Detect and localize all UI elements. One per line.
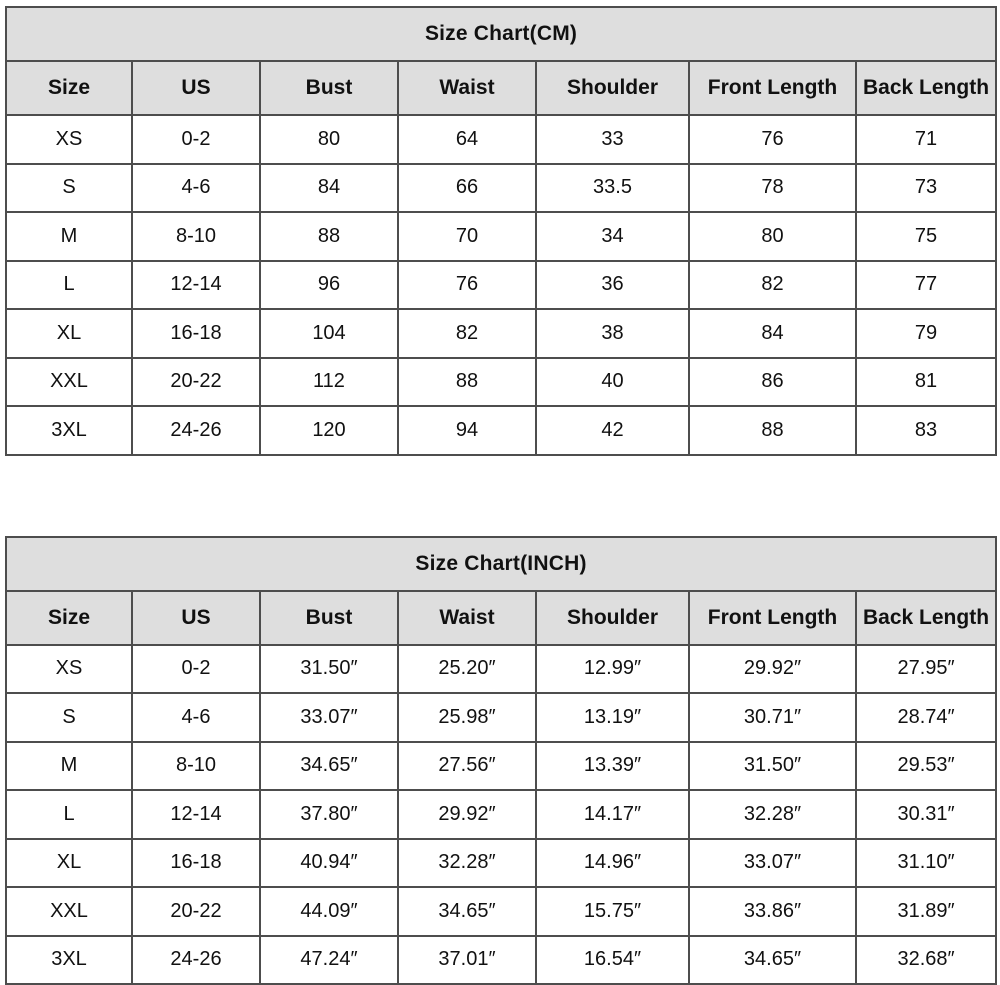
cell-us: 8-10 bbox=[132, 212, 260, 261]
table-row bbox=[6, 309, 996, 358]
cell-bust: 80 bbox=[260, 115, 398, 164]
cell-back-length: 30.31″ bbox=[856, 790, 996, 839]
cell-bust: 112 bbox=[260, 358, 398, 407]
cell-front-length: 84 bbox=[689, 309, 856, 358]
cell-size: S bbox=[6, 693, 132, 742]
cell-shoulder: 15.75″ bbox=[536, 887, 689, 936]
cell-waist: 94 bbox=[398, 406, 536, 455]
table-row bbox=[6, 261, 996, 310]
cell-us: 4-6 bbox=[132, 164, 260, 213]
cell-us: 0-2 bbox=[132, 645, 260, 694]
size-chart-inch-block bbox=[5, 536, 995, 985]
cell-front-length: 76 bbox=[689, 115, 856, 164]
cell-front-length: 88 bbox=[689, 406, 856, 455]
column-header-bust: Bust bbox=[260, 591, 398, 645]
cell-waist: 25.98″ bbox=[398, 693, 536, 742]
cell-shoulder: 42 bbox=[536, 406, 689, 455]
cell-front-length: 32.28″ bbox=[689, 790, 856, 839]
table-row bbox=[6, 790, 996, 839]
cell-back-length: 73 bbox=[856, 164, 996, 213]
cell-waist: 34.65″ bbox=[398, 887, 536, 936]
cell-front-length: 33.86″ bbox=[689, 887, 856, 936]
cell-shoulder: 40 bbox=[536, 358, 689, 407]
cell-bust: 84 bbox=[260, 164, 398, 213]
cell-us: 16-18 bbox=[132, 309, 260, 358]
cell-waist: 70 bbox=[398, 212, 536, 261]
column-header-front-length: Front Length bbox=[689, 61, 856, 115]
cell-waist: 88 bbox=[398, 358, 536, 407]
cell-back-length: 27.95″ bbox=[856, 645, 996, 694]
cell-front-length: 82 bbox=[689, 261, 856, 310]
cell-waist: 64 bbox=[398, 115, 536, 164]
cell-back-length: 71 bbox=[856, 115, 996, 164]
cell-us: 4-6 bbox=[132, 693, 260, 742]
cell-back-length: 31.10″ bbox=[856, 839, 996, 888]
cell-bust: 31.50″ bbox=[260, 645, 398, 694]
size-chart-cm-tbody bbox=[6, 115, 996, 455]
cell-front-length: 78 bbox=[689, 164, 856, 213]
cell-front-length: 31.50″ bbox=[689, 742, 856, 791]
table-row bbox=[6, 115, 996, 164]
cell-us: 12-14 bbox=[132, 261, 260, 310]
size-chart-inch-tbody bbox=[6, 645, 996, 985]
column-header-size: Size bbox=[6, 591, 132, 645]
column-header-us: US bbox=[132, 591, 260, 645]
column-header-size: Size bbox=[6, 61, 132, 115]
cell-size: XL bbox=[6, 839, 132, 888]
size-chart-cm-thead bbox=[6, 7, 996, 115]
cell-waist: 37.01″ bbox=[398, 936, 536, 985]
cell-waist: 25.20″ bbox=[398, 645, 536, 694]
cell-shoulder: 13.19″ bbox=[536, 693, 689, 742]
cell-size: XXL bbox=[6, 887, 132, 936]
table-row bbox=[6, 742, 996, 791]
cell-us: 16-18 bbox=[132, 839, 260, 888]
cell-shoulder: 34 bbox=[536, 212, 689, 261]
cell-size: S bbox=[6, 164, 132, 213]
cell-us: 20-22 bbox=[132, 887, 260, 936]
cell-bust: 40.94″ bbox=[260, 839, 398, 888]
size-chart-cm-block bbox=[5, 0, 995, 456]
cell-front-length: 80 bbox=[689, 212, 856, 261]
cell-size: L bbox=[6, 261, 132, 310]
size-chart-inch-title-row bbox=[6, 537, 996, 591]
cell-bust: 37.80″ bbox=[260, 790, 398, 839]
cell-size: XS bbox=[6, 115, 132, 164]
size-chart-cm-header-row bbox=[6, 61, 996, 115]
size-chart-inch-thead bbox=[6, 537, 996, 645]
cell-back-length: 81 bbox=[856, 358, 996, 407]
size-chart-inch-table bbox=[5, 536, 997, 985]
cell-back-length: 31.89″ bbox=[856, 887, 996, 936]
cell-bust: 96 bbox=[260, 261, 398, 310]
cell-back-length: 79 bbox=[856, 309, 996, 358]
cell-bust: 33.07″ bbox=[260, 693, 398, 742]
table-row bbox=[6, 645, 996, 694]
cell-shoulder: 33 bbox=[536, 115, 689, 164]
column-header-bust: Bust bbox=[260, 61, 398, 115]
cell-shoulder: 12.99″ bbox=[536, 645, 689, 694]
cell-size: M bbox=[6, 212, 132, 261]
table-row bbox=[6, 887, 996, 936]
cell-shoulder: 16.54″ bbox=[536, 936, 689, 985]
cell-bust: 104 bbox=[260, 309, 398, 358]
cell-back-length: 32.68″ bbox=[856, 936, 996, 985]
cell-bust: 44.09″ bbox=[260, 887, 398, 936]
table-row bbox=[6, 212, 996, 261]
cell-shoulder: 14.96″ bbox=[536, 839, 689, 888]
cell-us: 0-2 bbox=[132, 115, 260, 164]
cell-us: 24-26 bbox=[132, 936, 260, 985]
cell-front-length: 33.07″ bbox=[689, 839, 856, 888]
cell-size: L bbox=[6, 790, 132, 839]
cell-front-length: 30.71″ bbox=[689, 693, 856, 742]
cell-size: 3XL bbox=[6, 406, 132, 455]
cell-shoulder: 33.5 bbox=[536, 164, 689, 213]
cell-size: XS bbox=[6, 645, 132, 694]
cell-us: 20-22 bbox=[132, 358, 260, 407]
table-row bbox=[6, 406, 996, 455]
cell-size: M bbox=[6, 742, 132, 791]
cell-back-length: 77 bbox=[856, 261, 996, 310]
cell-size: 3XL bbox=[6, 936, 132, 985]
column-header-front-length: Front Length bbox=[689, 591, 856, 645]
column-header-back-length: Back Length bbox=[856, 591, 996, 645]
cell-waist: 76 bbox=[398, 261, 536, 310]
cell-bust: 34.65″ bbox=[260, 742, 398, 791]
column-header-waist: Waist bbox=[398, 61, 536, 115]
cell-waist: 66 bbox=[398, 164, 536, 213]
cell-us: 24-26 bbox=[132, 406, 260, 455]
cell-shoulder: 14.17″ bbox=[536, 790, 689, 839]
table-row bbox=[6, 358, 996, 407]
chart-separator bbox=[0, 456, 1000, 536]
cell-bust: 120 bbox=[260, 406, 398, 455]
cell-us: 12-14 bbox=[132, 790, 260, 839]
cell-bust: 88 bbox=[260, 212, 398, 261]
table-row bbox=[6, 936, 996, 985]
column-header-shoulder: Shoulder bbox=[536, 591, 689, 645]
cell-back-length: 28.74″ bbox=[856, 693, 996, 742]
cell-front-length: 29.92″ bbox=[689, 645, 856, 694]
column-header-shoulder: Shoulder bbox=[536, 61, 689, 115]
size-chart-inch-header-row bbox=[6, 591, 996, 645]
table-row bbox=[6, 693, 996, 742]
cell-shoulder: 13.39″ bbox=[536, 742, 689, 791]
cell-size: XL bbox=[6, 309, 132, 358]
cell-waist: 82 bbox=[398, 309, 536, 358]
cell-shoulder: 36 bbox=[536, 261, 689, 310]
cell-back-length: 83 bbox=[856, 406, 996, 455]
size-chart-cm-title: Size Chart(CM) bbox=[6, 7, 996, 61]
size-chart-cm-title-row bbox=[6, 7, 996, 61]
cell-waist: 32.28″ bbox=[398, 839, 536, 888]
cell-front-length: 86 bbox=[689, 358, 856, 407]
cell-back-length: 29.53″ bbox=[856, 742, 996, 791]
column-header-us: US bbox=[132, 61, 260, 115]
column-header-waist: Waist bbox=[398, 591, 536, 645]
size-chart-cm-table bbox=[5, 6, 997, 456]
cell-waist: 29.92″ bbox=[398, 790, 536, 839]
cell-back-length: 75 bbox=[856, 212, 996, 261]
cell-bust: 47.24″ bbox=[260, 936, 398, 985]
cell-waist: 27.56″ bbox=[398, 742, 536, 791]
column-header-back-length: Back Length bbox=[856, 61, 996, 115]
cell-us: 8-10 bbox=[132, 742, 260, 791]
size-chart-inch-title: Size Chart(INCH) bbox=[6, 537, 996, 591]
cell-shoulder: 38 bbox=[536, 309, 689, 358]
cell-front-length: 34.65″ bbox=[689, 936, 856, 985]
table-row bbox=[6, 839, 996, 888]
table-row bbox=[6, 164, 996, 213]
cell-size: XXL bbox=[6, 358, 132, 407]
